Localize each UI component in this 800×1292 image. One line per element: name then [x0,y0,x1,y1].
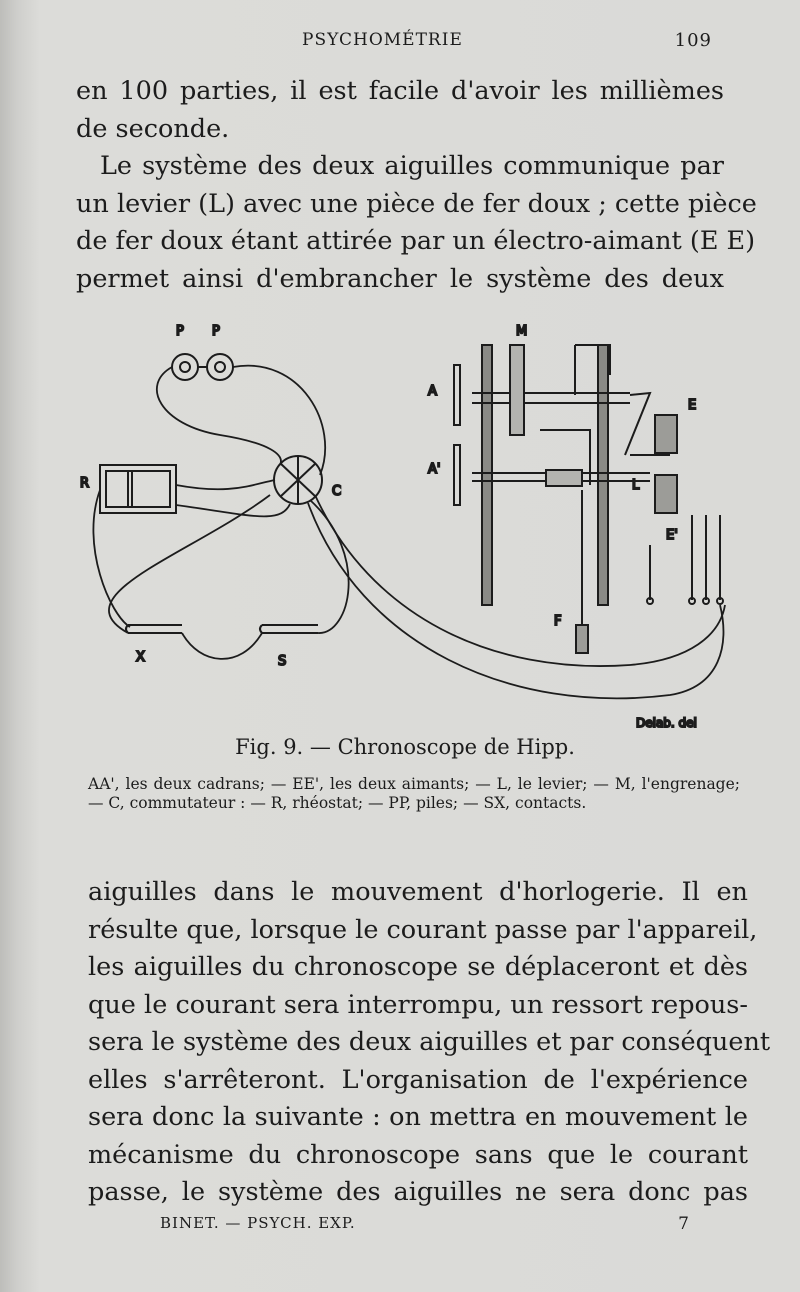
label-e: E [688,398,697,413]
text-line: elles s'arrêteront. L'organisation de l'expérience [88,1064,748,1095]
text-line: sera donc la suivante : on mettra en mouvement le [88,1102,748,1132]
label-r: R [80,476,90,491]
text-line: de seconde. [76,113,230,144]
contact-s [260,625,318,633]
text-line: Le système des deux aiguilles communique par [100,151,724,181]
paragraph-3 [88,874,771,1212]
label-l: L [632,478,640,493]
label-a-prime: A' [428,462,441,477]
text-line: les aiguilles du chronoscope se déplaceront et dès [88,952,748,982]
signature-mark: BINET. — PSYCH. EXP. [160,1214,356,1232]
page-footer [160,1214,690,1240]
running-head [80,30,720,60]
illustrator-credit: Delab. del [636,716,697,730]
label-x: X [136,650,145,665]
label-a: A [428,384,437,399]
label-m: M [516,324,528,339]
figure-legend: AA', les deux cadrans; — EE', les deux aimants; — L, le levier; — M, l'engrenage; — C, commutateur : — R, rhéostat; — PP, piles; — SX, contacts. [88,775,740,812]
label-c: C [332,484,342,499]
text-line: résulte que, lorsque le courant passe par l'appareil, [88,914,758,945]
text-line: un levier (L) avec une pièce de fer doux ; cette pièce [76,188,757,219]
text-line: mécanisme du chronoscope sans que le courant [88,1139,748,1170]
chronoscope-diagram [70,315,750,735]
label-e-prime: E' [666,528,678,543]
text-line: aiguilles dans le mouvement d'horlogerie. Il en [88,877,748,907]
figure-chronoscope-diagram [70,315,750,735]
text-line: de fer doux étant attirée par un électro-aimant (E E) [76,226,756,256]
label-p2: P [212,324,220,339]
text-line: que le courant sera interrompu, un ressort repous- [88,989,748,1020]
circuit-wires [93,366,725,699]
rheostat [100,465,176,513]
label-s: S [278,654,287,669]
label-p1: P [176,324,184,339]
figure-caption: Fig. 9. — Chronoscope de Hipp. [235,735,575,759]
battery-piles [172,354,233,380]
paragraph-2 [76,148,757,298]
running-title: PSYCHOMÉTRIE [302,30,463,50]
text-line: en 100 parties, il est facile d'avoir les millièmes [76,76,724,106]
clockwork-mechanism [454,345,723,653]
text-line: permet ainsi d'embrancher le système des deux [76,263,724,294]
label-f: F [554,614,562,629]
page-number: 109 [674,30,712,51]
text-line: sera le système des deux aiguilles et par conséquent [88,1027,771,1057]
paragraph-1 [76,73,724,148]
signature-number: 7 [678,1214,690,1234]
text-line: passe, le système des aiguilles ne sera donc pas [88,1177,748,1207]
contact-x [126,625,182,633]
